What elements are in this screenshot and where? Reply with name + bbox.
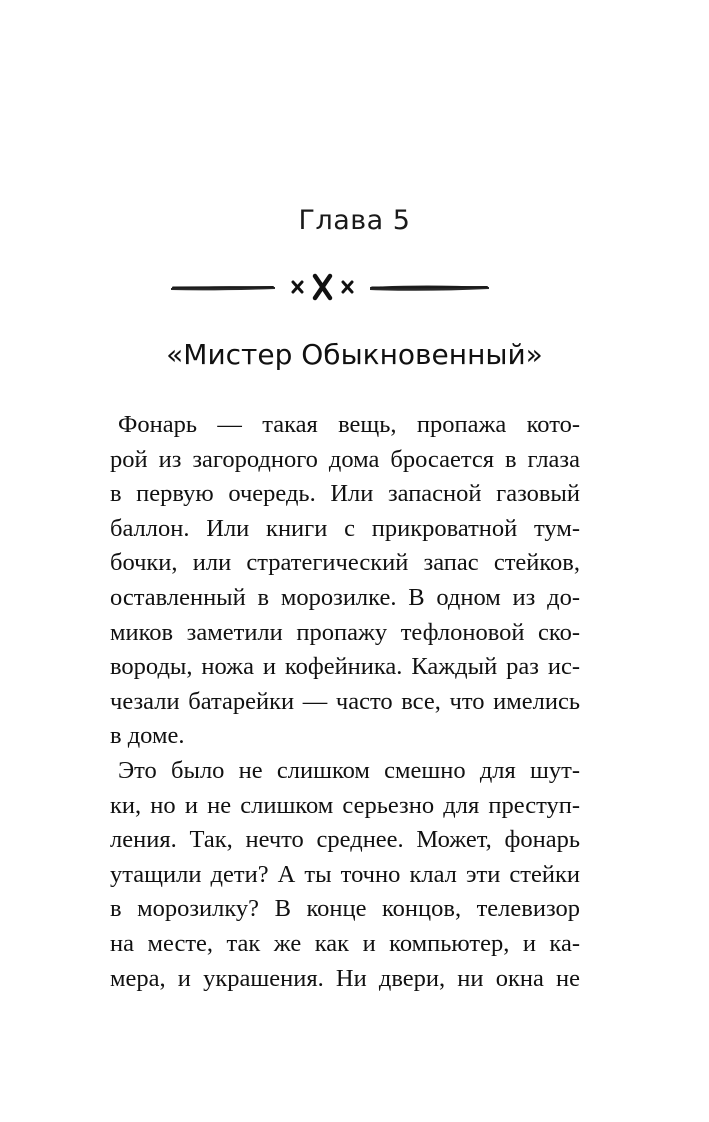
text-line: оставленный в морозилке. В одном из до-	[110, 583, 580, 611]
text-line: ления. Так, нечто среднее. Может, фонарь	[110, 826, 580, 854]
text-line: ки, но и не слишком серьезно для преступ-	[110, 791, 580, 819]
chapter-number: Глава 5	[298, 205, 411, 236]
text-line: миков заметили пропажу тефлоновой ско-	[110, 618, 580, 646]
chapter-title: «Мистер Обыкновенный»	[166, 338, 543, 371]
text-line: на месте, так же как и компьютер, и ка-	[110, 929, 580, 957]
chapter-divider-ornament	[165, 268, 495, 304]
text-line: Это было не слишком смешно для шут-	[118, 756, 580, 784]
text-line: мера, и украшения. Ни двери, ни окна не	[110, 964, 580, 992]
text-line: утащили дети? А ты точно клал эти стейки	[110, 860, 580, 888]
text-line: рой из загородного дома бросается в глаза	[110, 445, 580, 473]
text-line: вороды, ножа и кофейника. Каждый раз ис-	[110, 653, 580, 681]
text-line: Фонарь — такая вещь, пропажа кото-	[118, 411, 580, 438]
text-line: в морозилку? В конце концов, телевизор	[110, 895, 580, 923]
text-line: баллон. Или книги с прикроватной тум-	[110, 514, 580, 542]
text-line: чезали батарейки — часто все, что имелись	[110, 687, 580, 715]
text-line: в первую очередь. Или запасной газовый	[110, 480, 580, 508]
text-line: бочки, или стратегический запас стейков,	[110, 549, 580, 577]
body-text	[110, 408, 580, 996]
text-line: в доме.	[110, 722, 185, 750]
